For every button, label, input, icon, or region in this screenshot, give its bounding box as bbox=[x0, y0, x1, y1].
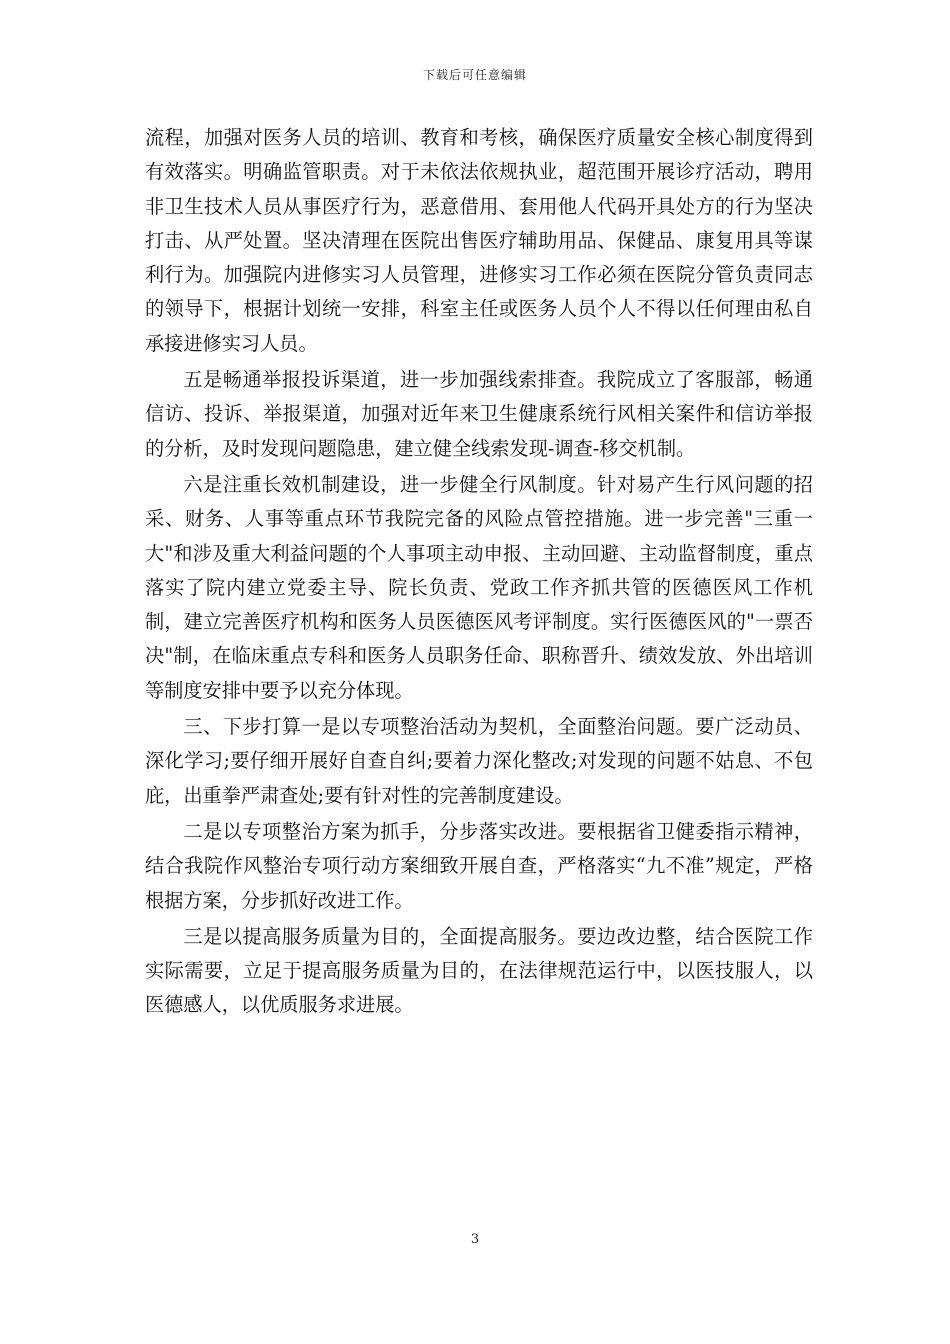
paragraph-next-steps-one: 三、下步打算一是以专项整治活动为契机，全面整治问题。要广泛动员、深化学习;要仔细开展好自查自纠;要着力深化整改;对发现的问题不姑息、不包庇，出重拳严肃查处;要有针对性的完善制度建设。 bbox=[145, 715, 813, 807]
document-body bbox=[145, 121, 813, 1023]
page-header: 下载后可任意编辑 bbox=[422, 68, 527, 82]
page-number: 3 bbox=[470, 1232, 480, 1247]
paragraph-five: 五是畅通举报投诉渠道，进一步加强线索排查。我院成立了客服部，畅通信访、投诉、举报渠道，加强对近年来卫生健康系统行风相关案件和信访举报的分析，及时发现问题隐患，建立健全线索发现-调查-移交机制。 bbox=[145, 368, 813, 460]
paragraph-continuation: 流程，加强对医务人员的培训、教育和考核，确保医疗质量安全核心制度得到有效落实。明确监管职责。对于未依法依规执业，超范围开展诊疗活动，聘用非卫生技术人员从事医疗行为，恶意借用、套用他人代码开具处方的行为坚决打击、从严处置。坚决清理在医院出售医疗辅助用品、保健品、康复用具等谋利行为。加强院内进修实习人员管理，进修实习工作必须在医院分管负责同志的领导下，根据计划统一安排，科室主任或医务人员个人不得以任何理由私自承接进修实习人员。 bbox=[145, 126, 813, 355]
paragraph-next-steps-two: 二是以专项整治方案为抓手，分步落实改进。要根据省卫健委指示精神，结合我院作风整治专项行动方案细致开展自查，严格落实“九不准”规定，严格根据方案，分步抓好改进工作。 bbox=[145, 819, 813, 912]
paragraph-six: 六是注重长效机制建设，进一步健全行风制度。针对易产生行风问题的招采、财务、人事等重点环节我院完备的风险点管控措施。进一步完善"三重一大"和涉及重大利益问题的个人事项主动申报、主动回避、主动监督制度，重点落实了院内建立党委主导、院长负责、党政工作齐抓共管的医德医风工作机制，建立完善医疗机构和医务人员医德医风考评制度。实行医德医风的"一票否决"制，在临床重点专科和医务人员职务任命、职称晋升、绩效发放、外出培训等制度安排中要予以充分体现。 bbox=[145, 472, 813, 702]
paragraph-next-steps-three: 三是以提高服务质量为目的，全面提高服务。要边改边整，结合医院工作实际需要，立足于提高服务质量为目的，在法律规范运行中，以医技服人，以医德感人，以优质服务求进展。 bbox=[145, 924, 813, 1017]
